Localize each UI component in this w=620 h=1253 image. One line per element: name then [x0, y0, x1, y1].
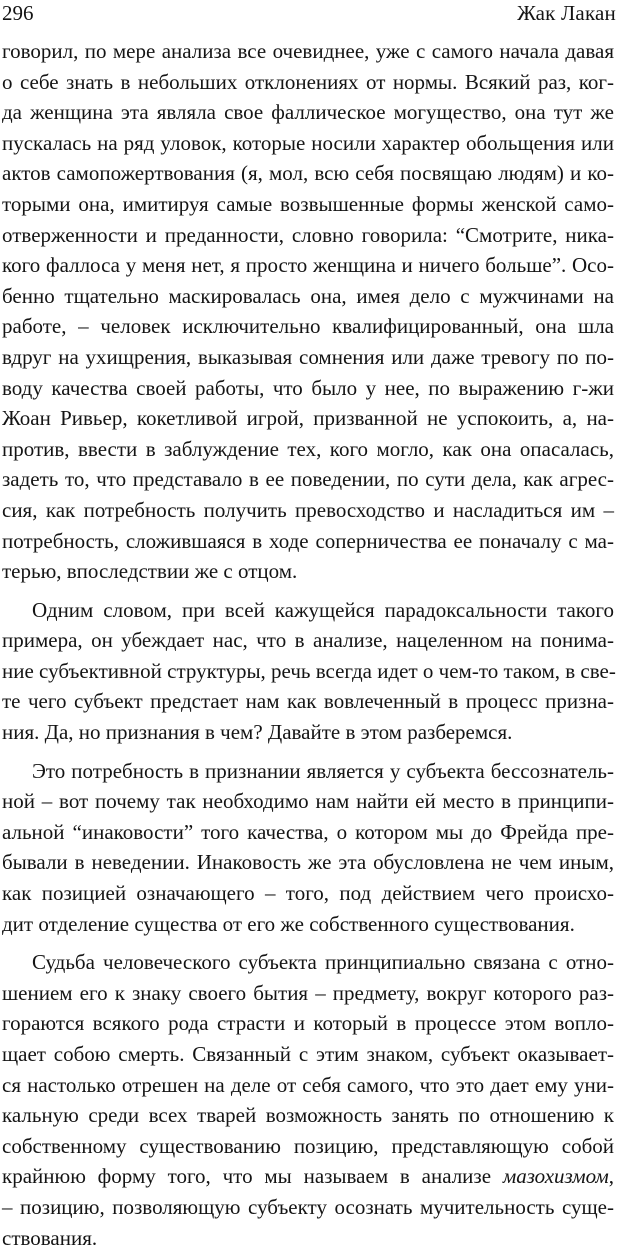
text-line: кого фаллоса у меня нет, я просто женщина и ничего больше”. Осо- — [2, 253, 614, 278]
text-line: о себе знать в небольших отклонениях от нормы. Всякий раз, ког- — [2, 69, 614, 94]
text-line: против, ввести в заблуждение тех, кого могло, как она опасалась, — [2, 436, 614, 461]
text-line: говорил, по мере анализа все очевиднее, уже с самого начала давая — [2, 39, 614, 63]
paragraph-2 — [2, 595, 614, 748]
text-line: щает собою смерть. Связанный с этим знаком, субъект оказывает- — [2, 1042, 614, 1066]
text-line: примера, он убеждает нас, что в анализе, нацеленном на понима- — [2, 628, 614, 653]
text-line: Жоан Ривьер, кокетливой игрой, призванной не успокоить, а, на- — [2, 406, 614, 431]
text-line: шением его к знаку своего бытия – предмету, вокруг которого раз- — [2, 980, 614, 1005]
text-line: бенно тщательно маскировалась она, имея дело с мужчинами на — [2, 283, 614, 308]
text-line: отверженности и преданности, словно говорила: “Смотрите, ника- — [2, 222, 614, 247]
text-line: вдруг на ухищрения, выказывая сомнения или даже тревогу по по- — [2, 344, 614, 369]
text-line: бывали в неведении. Инаковость же эта обусловлена не чем иным, — [2, 850, 614, 875]
text-line: ся настолько отрешен на деле от себя самого, что это дает ему уни- — [2, 1072, 614, 1097]
paragraph-1 — [2, 36, 614, 587]
text-line: кальную среди всех тварей возможность занять по отношению к — [2, 1103, 614, 1128]
text-line: торыми она, имитируя самые возвышенные формы женской само- — [2, 191, 614, 216]
text-line: Судьба человеческого субъекта принципиально связана с отно- — [32, 950, 614, 975]
text-line: – позицию, позволяющую субъекту осознать мучительность суще- — [2, 1194, 614, 1219]
text-line: ной – вот почему так необходимо нам найти ей место в принципи- — [2, 789, 614, 814]
text-line: сия, как потребность получить превосходство и насладиться им – — [2, 497, 614, 522]
text-line: ние субъективной структуры, речь всегда идет о чем-то таком, в све- — [2, 658, 616, 683]
text-line: терью, впоследствии же с отцом. — [2, 559, 298, 584]
italic-term: мазохизмом — [502, 1164, 609, 1189]
text-line: как позицией означающего – того, под действием чего происхо- — [2, 881, 614, 906]
page-number: 296 — [2, 1, 34, 25]
text-line: те чего субъект предстает нам как вовлеченный в процесс призна- — [2, 689, 614, 714]
text-line: гораются всякого рода страсти и который в процессе этом вопло- — [2, 1011, 614, 1036]
text-line: дит отделение существа от его же собственного существования. — [2, 911, 575, 936]
body-text — [2, 36, 614, 1253]
text-line: собственному существованию позицию, представляющую собой — [2, 1133, 614, 1158]
running-head — [2, 0, 616, 30]
paragraph-4 — [2, 947, 614, 1253]
text-line: ствования. — [2, 1225, 98, 1250]
text-line: альной “инаковости” того качества, о котором мы до Фрейда пре- — [2, 819, 614, 844]
paragraph-3 — [2, 756, 614, 940]
text-line: актов самопожертвования (я, мол, всю себя посвящаю людям) и ко- — [2, 161, 614, 186]
text-line-with-italic — [2, 1161, 614, 1192]
text-line: Одним словом, при всей кажущейся парадоксальности такого — [32, 597, 614, 622]
text-line: да женщина эта являла свое фаллическое могущество, она тут же — [2, 100, 614, 125]
text-line: воду качества своей работы, что было у нее, по выражению г-жи — [2, 375, 614, 400]
text-line: пускалась на ряд уловок, которые носили характер обольщения или — [2, 130, 614, 155]
text-line: ния. Да, но признания в чем? Давайте в этом разберемся. — [2, 720, 513, 745]
text-run: крайнюю форму того, что мы называем в анализе — [2, 1164, 503, 1189]
text-line: Это потребность в признании является у субъекта бессознатель- — [32, 758, 614, 783]
text-run: , — [608, 1164, 614, 1189]
running-title: Жак Лакан — [517, 1, 616, 25]
text-line: задеть то, что представало в ее поведении, по сути дела, как агрес- — [2, 467, 614, 492]
text-line: работе, – человек исключительно квалифицированный, она шла — [2, 314, 614, 339]
text-line: потребность, сложившаяся в ходе соперничества ее поначалу с ма- — [2, 528, 614, 553]
